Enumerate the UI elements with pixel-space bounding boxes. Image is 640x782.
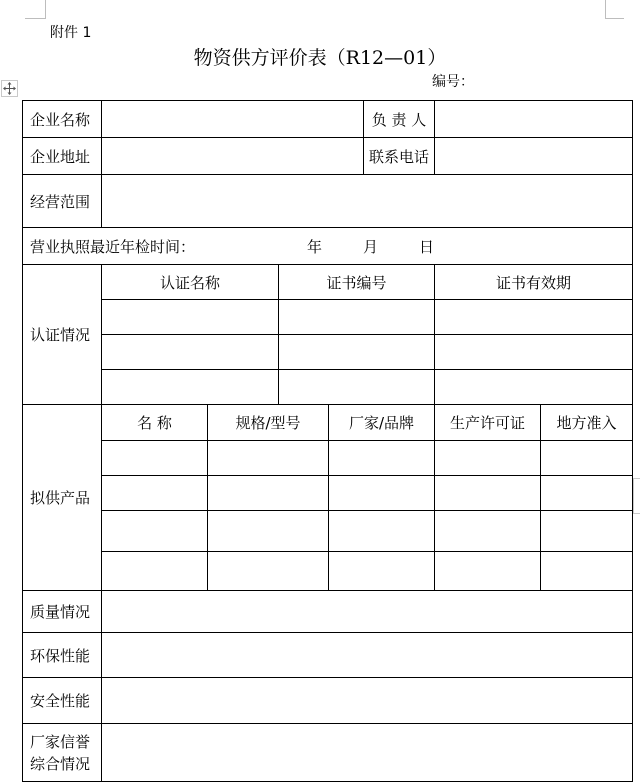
product-brand-cell[interactable] bbox=[329, 476, 435, 511]
cert-name-cell[interactable] bbox=[102, 370, 279, 405]
license-inspection-row[interactable] bbox=[23, 228, 633, 265]
page-corner-mark bbox=[605, 0, 624, 19]
business-scope-label: 经营范围 bbox=[23, 175, 102, 228]
certification-label: 认证情况 bbox=[23, 265, 102, 405]
product-access-cell[interactable] bbox=[541, 552, 633, 591]
product-spec-cell[interactable] bbox=[208, 441, 329, 476]
cert-name-cell[interactable] bbox=[102, 335, 279, 370]
page-title: 物资供方评价表（R12—01） bbox=[193, 47, 447, 69]
quality-label: 质量情况 bbox=[23, 591, 102, 633]
phone-label: 联系电话 bbox=[364, 138, 435, 175]
product-license-cell[interactable] bbox=[435, 511, 541, 552]
product-header-name: 名 称 bbox=[102, 405, 208, 441]
safety-field[interactable] bbox=[102, 678, 633, 724]
company-name-field[interactable] bbox=[102, 101, 364, 138]
reputation-label bbox=[23, 724, 102, 782]
product-name-cell[interactable] bbox=[102, 476, 208, 511]
product-header-access: 地方准入 bbox=[541, 405, 633, 441]
product-access-cell[interactable] bbox=[541, 441, 633, 476]
reputation-label-line2: 综合情况 bbox=[30, 754, 91, 773]
supplier-evaluation-form bbox=[22, 100, 633, 782]
product-spec-cell[interactable] bbox=[208, 476, 329, 511]
product-name-cell[interactable] bbox=[102, 552, 208, 591]
product-header-spec: 规格/型号 bbox=[208, 405, 329, 441]
page-corner-mark bbox=[25, 0, 46, 19]
product-header-brand: 厂家/品牌 bbox=[329, 405, 435, 441]
cert-header-name: 认证名称 bbox=[102, 265, 279, 300]
business-scope-field[interactable] bbox=[102, 175, 633, 228]
quality-field[interactable] bbox=[102, 591, 633, 633]
environment-field[interactable] bbox=[102, 633, 633, 678]
cert-number-cell[interactable] bbox=[279, 335, 435, 370]
responsible-person-field[interactable] bbox=[435, 101, 633, 138]
environment-label: 环保性能 bbox=[23, 633, 102, 678]
phone-field[interactable] bbox=[435, 138, 633, 175]
table-move-handle-icon[interactable] bbox=[1, 80, 18, 97]
company-address-label: 企业地址 bbox=[23, 138, 102, 175]
product-license-cell[interactable] bbox=[435, 441, 541, 476]
product-access-cell[interactable] bbox=[541, 511, 633, 552]
move-arrows-icon bbox=[3, 82, 16, 95]
license-inspection-label: 营业执照最近年检时间： bbox=[30, 237, 196, 256]
reputation-label-line1: 厂家信誉 bbox=[30, 732, 91, 751]
attachment-label: 附件 1 bbox=[50, 25, 92, 41]
product-name-cell[interactable] bbox=[102, 441, 208, 476]
company-name-label: 企业名称 bbox=[23, 101, 102, 138]
reputation-field[interactable] bbox=[102, 724, 633, 782]
product-header-license: 生产许可证 bbox=[435, 405, 541, 441]
product-spec-cell[interactable] bbox=[208, 511, 329, 552]
safety-label: 安全性能 bbox=[23, 678, 102, 724]
day-label: 日 bbox=[419, 237, 435, 256]
product-license-cell[interactable] bbox=[435, 476, 541, 511]
cert-header-validity: 证书有效期 bbox=[435, 265, 633, 300]
product-brand-cell[interactable] bbox=[329, 441, 435, 476]
product-name-cell[interactable] bbox=[102, 511, 208, 552]
cert-validity-cell[interactable] bbox=[435, 335, 633, 370]
year-label: 年 bbox=[307, 237, 323, 256]
products-label: 拟供产品 bbox=[23, 405, 102, 591]
company-address-field[interactable] bbox=[102, 138, 364, 175]
cert-validity-cell[interactable] bbox=[435, 300, 633, 335]
month-label: 月 bbox=[363, 237, 379, 256]
product-brand-cell[interactable] bbox=[329, 552, 435, 591]
product-spec-cell[interactable] bbox=[208, 552, 329, 591]
product-license-cell[interactable] bbox=[435, 552, 541, 591]
serial-number-label: 编号： bbox=[432, 74, 474, 90]
responsible-person-label: 负 责 人 bbox=[364, 101, 435, 138]
cert-name-cell[interactable] bbox=[102, 300, 279, 335]
cert-number-cell[interactable] bbox=[279, 370, 435, 405]
cert-number-cell[interactable] bbox=[279, 300, 435, 335]
cert-validity-cell[interactable] bbox=[435, 370, 633, 405]
product-access-cell[interactable] bbox=[541, 476, 633, 511]
table-resize-handle[interactable] bbox=[633, 478, 640, 514]
cert-header-number: 证书编号 bbox=[279, 265, 435, 300]
product-brand-cell[interactable] bbox=[329, 511, 435, 552]
